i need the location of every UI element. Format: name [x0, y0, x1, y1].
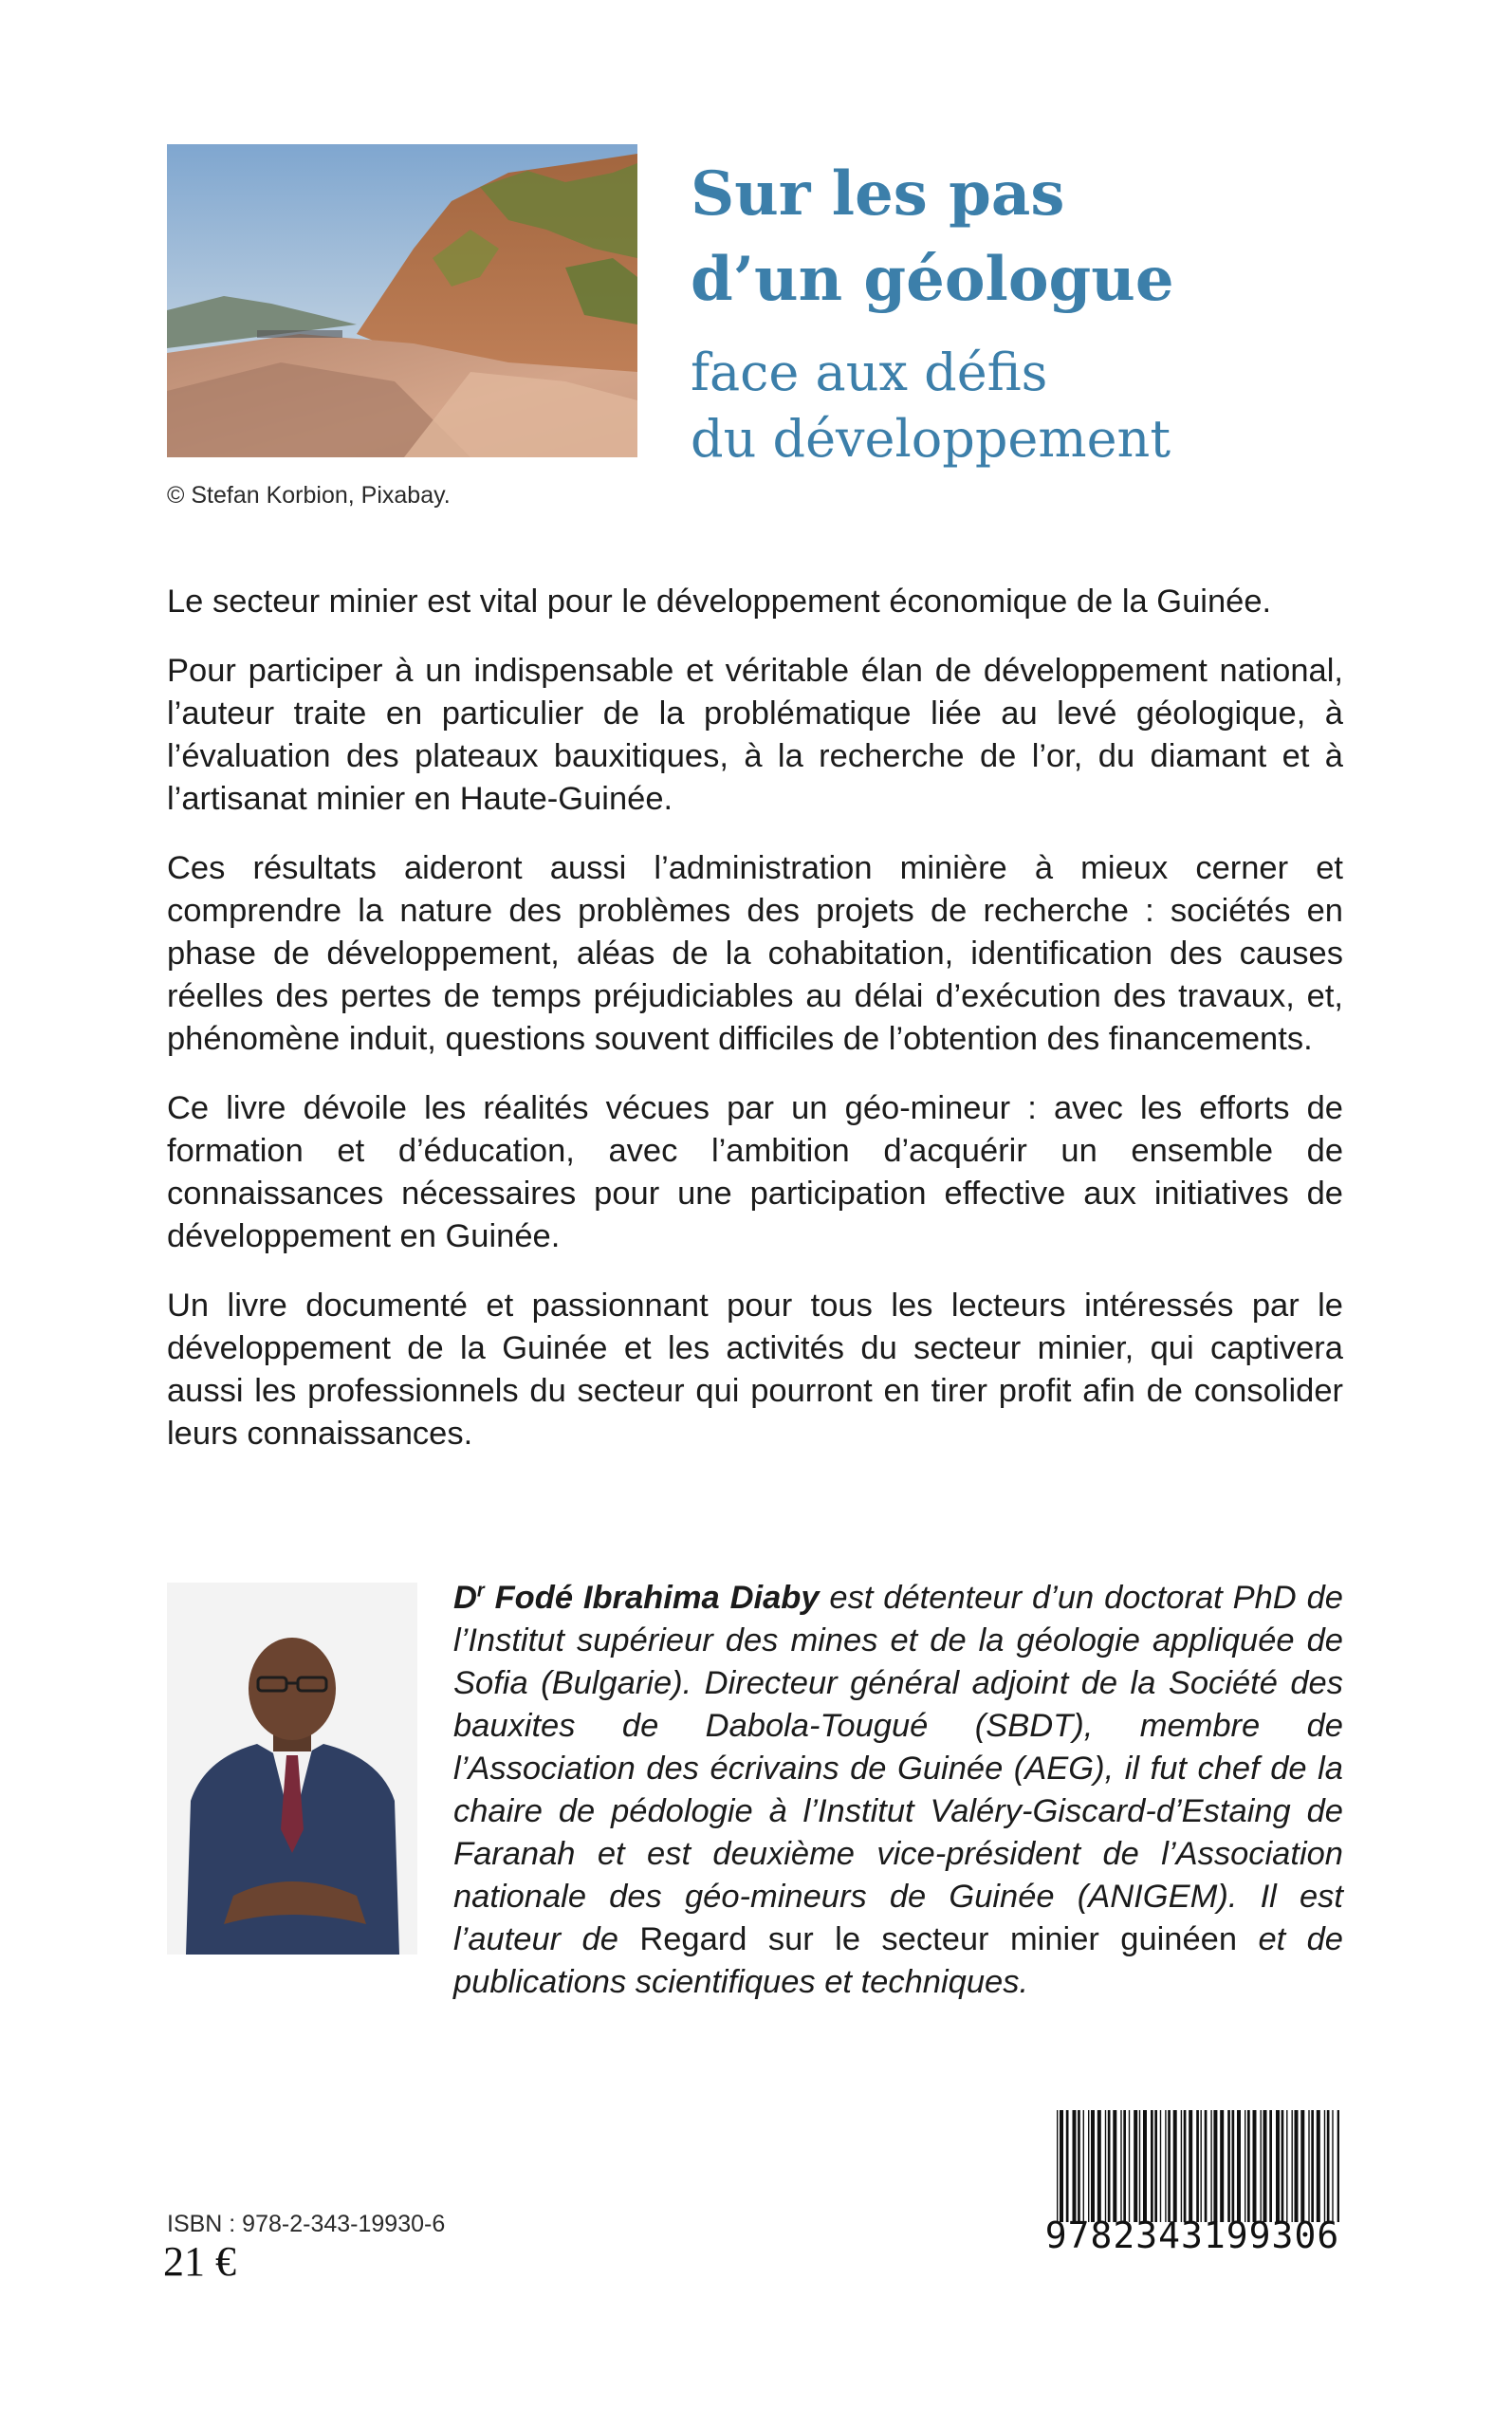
barcode-bar	[1324, 2110, 1325, 2222]
barcode-bar	[1181, 2110, 1182, 2222]
blurb-paragraph: Un livre documenté et passionnant pour tous les lecteurs intéressés par le développement de la Guinée et les activités du secteur minier, qui captivera aussi les professionnels du secteur qui pourront en tirer profit afin de consolider leurs connaissances.	[167, 1288, 1343, 1452]
author-photo	[167, 1583, 417, 1955]
barcode-bar	[1120, 2110, 1121, 2222]
barcode-bar	[1327, 2110, 1330, 2222]
barcode-bar	[1213, 2110, 1217, 2222]
barcode-number: 9782343199306	[1044, 2214, 1340, 2256]
barcode-bar	[1078, 2110, 1080, 2222]
quarry-landscape-image	[167, 144, 637, 457]
book-title	[691, 152, 1449, 323]
title-line-2: d’un géologue	[691, 244, 1174, 315]
barcode-bar	[1308, 2110, 1309, 2222]
cover-photo	[167, 144, 637, 457]
barcode-bar	[1300, 2110, 1304, 2222]
photo-credit: © Stefan Korbion, Pixabay.	[167, 482, 451, 509]
price: 21 €	[163, 2238, 236, 2285]
barcode-bar	[1083, 2110, 1084, 2222]
barcode-bar	[1154, 2110, 1157, 2222]
barcode-bar	[1201, 2110, 1202, 2222]
barcode-bar	[1337, 2110, 1339, 2222]
barcode	[1053, 2110, 1343, 2222]
subtitle-line-2: du développement	[691, 409, 1171, 469]
barcode-bar	[1196, 2110, 1199, 2222]
barcode-bar	[1332, 2110, 1333, 2222]
barcode-bar	[1227, 2110, 1230, 2222]
barcode-bar	[1247, 2110, 1250, 2222]
barcode-bar	[1317, 2110, 1320, 2222]
barcode-bar	[1269, 2110, 1272, 2222]
barcode-bar	[1139, 2110, 1140, 2222]
blurb-paragraph: Le secteur minier est vital pour le développement économique de la Guinée.	[167, 584, 1272, 620]
barcode-bar	[1123, 2110, 1126, 2222]
subtitle-line-1: face aux défis	[691, 343, 1048, 402]
barcode-bar	[1165, 2110, 1166, 2222]
barcode-bar	[1088, 2110, 1089, 2222]
barcode-bar	[1105, 2110, 1106, 2222]
barcode-bar	[1253, 2110, 1257, 2222]
author-portrait-image	[167, 1583, 417, 1955]
barcode-bar	[1066, 2110, 1069, 2222]
barcode-bar	[1205, 2110, 1208, 2222]
barcode-bar	[1160, 2110, 1161, 2222]
barcode-bar	[1173, 2110, 1177, 2222]
barcode-bar	[1282, 2110, 1284, 2222]
barcode-bar	[1261, 2110, 1262, 2222]
barcode-bar	[1143, 2110, 1147, 2222]
bio-text: est détenteur d’un doctorat PhD de l’Institut supérieur des mines et de la géologie appliquée de Sofia (Bulgarie). Directeur général adjoint de la Société des bauxites de Dabola-Tougué (SBDT), membre de l’Association des écrivains de Guinée (AEG), il fut chef de la chaire de pédologie à l’Institut Valéry-Giscard-d’Estaing de Faranah et est deuxième vice-président de l’Association nationale des géo-mineurs de Guinée (ANIGEM). Il est l’auteur de	[453, 1580, 1343, 1957]
barcode-bar	[1134, 2110, 1137, 2222]
barcode-bar	[1237, 2110, 1241, 2222]
barcode-bar	[1220, 2110, 1224, 2222]
author-bio	[453, 1577, 1343, 2004]
bio-text-end: et de publications scientifiques et techniques.	[453, 1921, 1343, 2000]
barcode-bar	[1184, 2110, 1187, 2222]
book-subtitle	[691, 340, 1449, 473]
barcode-bar	[1108, 2110, 1111, 2222]
barcode-bar	[1113, 2110, 1116, 2222]
barcode-bar	[1151, 2110, 1153, 2222]
title-line-1: Sur les pas	[691, 158, 1065, 230]
barcode-bar	[1060, 2110, 1063, 2222]
barcode-bar	[1097, 2110, 1101, 2222]
back-cover-blurb	[167, 581, 1343, 1482]
barcode-bar	[1311, 2110, 1314, 2222]
barcode-bar	[1295, 2110, 1299, 2222]
barcode-bar	[1168, 2110, 1171, 2222]
barcode-bar	[1292, 2110, 1293, 2222]
barcode-bar	[1286, 2110, 1287, 2222]
barcode-bar	[1091, 2110, 1095, 2222]
book-reference: Regard sur le secteur minier guinéen	[639, 1921, 1238, 1957]
barcode-bar	[1073, 2110, 1077, 2222]
isbn: ISBN : 978-2-343-19930-6	[167, 2211, 446, 2237]
barcode-bar	[1057, 2110, 1058, 2222]
blurb-paragraph: Ces résultats aideront aussi l’administration minière à mieux cerner et comprendre la nature des problèmes des projets de recherche : sociétés en phase de développement, aléas de la cohabitation, identification des causes réelles des pertes de temps préjudiciables au délai d’exécution des travaux, et, phénomène induit, questions souvent difficiles de l’obtention des financements.	[167, 850, 1343, 1057]
blurb-paragraph: Ce livre dévoile les réalités vécues par un géo-mineur : avec les efforts de formation et d’éducation, avec l’ambition d’acquérir un ensemble de connaissances nécessaires pour une participation effective aux initiatives de développement en Guinée.	[167, 1090, 1343, 1254]
barcode-bar	[1263, 2110, 1267, 2222]
author-name: $D^r$ Fodé Ibrahima Diaby	[453, 1580, 820, 1616]
barcode-bar	[1129, 2110, 1130, 2222]
barcode-bar	[1276, 2110, 1280, 2222]
barcode-bar	[1232, 2110, 1235, 2222]
blurb-paragraph: Pour participer à un indispensable et véritable élan de développement national, l’auteur traite en particulier de la problématique liée au levé géologique, à l’évaluation des plateaux bauxitiques, à la recherche de l’or, du diamant et à l’artisanat minier en Haute-Guinée.	[167, 653, 1343, 817]
barcode-bar	[1189, 2110, 1192, 2222]
barcode-bar	[1210, 2110, 1211, 2222]
barcode-bars	[1053, 2110, 1343, 2222]
